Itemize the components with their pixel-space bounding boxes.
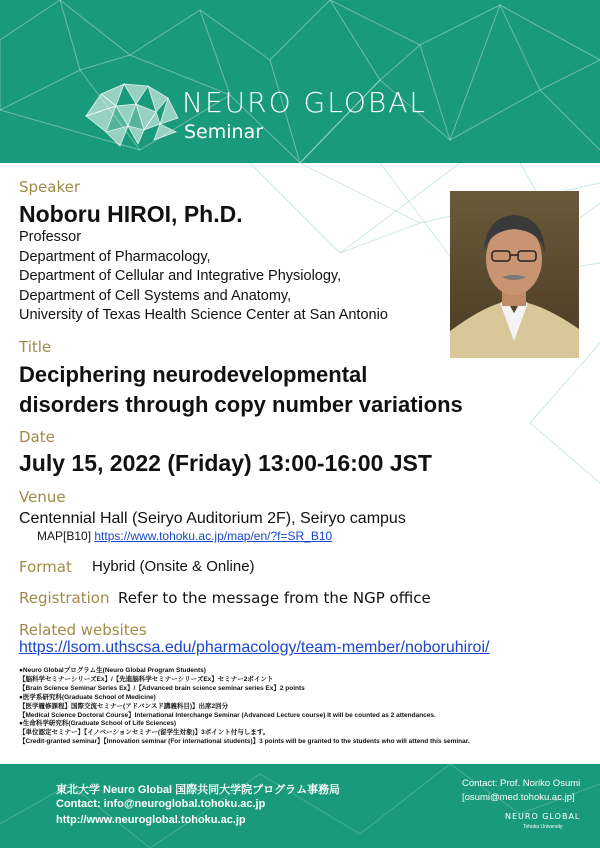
map-line <box>37 529 332 543</box>
speaker-name: Noboru HIROI, Ph.D. <box>19 201 243 227</box>
seminar-title <box>19 360 463 420</box>
note-line: ●Neuro Globalプログラム生(Neuro Global Program Students) <box>19 667 206 674</box>
speaker-affiliation: Department of Cell Systems and Anatomy, <box>19 288 292 304</box>
speaker-label: Speaker <box>19 178 81 196</box>
note-line: 【Credit-granted seminar】【Innovation seminar (For international students)】3 points will be granted to the students who will attend this seminar. <box>19 738 470 746</box>
seminar-title-line: Deciphering neurodevelopmental <box>19 362 368 387</box>
title-label: Title <box>19 338 52 356</box>
map-link[interactable]: https://www.tohoku.ac.jp/map/en/?f=SR_B10 <box>94 529 333 543</box>
footer-contact-email[interactable]: [osumi@med.tohoku.ac.jp] <box>462 792 575 803</box>
speaker-photo <box>450 191 579 358</box>
venue-label: Venue <box>19 488 66 506</box>
speaker-institution: University of Texas Health Science Center at San Antonio <box>19 307 388 323</box>
speaker-position: Professor <box>19 229 82 245</box>
format-value: Hybrid (Onsite & Online) <box>92 558 255 575</box>
footer-website[interactable]: http://www.neuroglobal.tohoku.ac.jp <box>56 814 246 826</box>
credit-notes <box>19 667 589 747</box>
speaker-affiliation: Department of Pharmacology, <box>19 249 211 265</box>
note-line: 【脳科学セミナーシリーズEx】/【先進脳科学セミナーシリーズEx】セミナー2ポイント <box>19 675 274 683</box>
date-label: Date <box>19 428 55 446</box>
venue-name: Centennial Hall (Seiryo Auditorium 2F), Seiryo campus <box>19 510 406 527</box>
brain-logo-icon <box>76 76 184 152</box>
footer-contact[interactable]: Contact: info@neuroglobal.tohoku.ac.jp <box>56 798 266 810</box>
map-prefix: MAP[B10] <box>37 529 92 543</box>
note-line: ●医学系研究科(Graduate School of Medicine) <box>19 693 156 701</box>
footer-office: 東北大学 Neuro Global 国際共同大学院プログラム事務局 <box>56 784 341 796</box>
note-line: 【Brain Science Seminar Series Ex】/【Advanced brain science seminar series Ex】2 points <box>19 684 305 692</box>
seminar-title-line: disorders through copy number variations <box>19 392 463 417</box>
footer-contact-person: Contact: Prof. Noriko Osumi <box>462 778 581 789</box>
brand-title: NEURO GLOBAL <box>182 86 427 119</box>
seminar-date: July 15, 2022 (Friday) 13:00-16:00 JST <box>19 450 432 476</box>
footer-university: Tohoku University <box>523 824 563 830</box>
note-line: 【単位認定セミナー】【イノベーションセミナー(留学生対象)】3ポイント付与します。 <box>19 729 270 737</box>
related-label: Related websites <box>19 621 147 639</box>
note-line: 【Medical Science Doctoral Course】International Interchange Seminar (Advanced Lecture course) It will be counted as 2 attendances. <box>19 711 436 719</box>
related-website-link[interactable]: https://lsom.uthscsa.edu/pharmacology/team-member/noboruhiroi/ <box>19 639 490 656</box>
registration-value: Refer to the message from the NGP office <box>118 589 431 607</box>
registration-label: Registration <box>19 589 110 607</box>
brand-subtitle: Seminar <box>184 121 264 143</box>
speaker-affiliation: Department of Cellular and Integrative Physiology, <box>19 268 342 284</box>
header-banner <box>0 0 600 163</box>
footer-logo: NEURO GLOBAL <box>505 812 581 821</box>
footer-banner <box>0 764 600 848</box>
note-line: 【医学履修課程】国際交流セミナー(アドバンスド講義科目)】出席2回分 <box>19 702 229 710</box>
note-line: ●生命科学研究科(Graduate School of Life Sciences) <box>19 720 177 728</box>
format-label: Format <box>19 558 72 576</box>
